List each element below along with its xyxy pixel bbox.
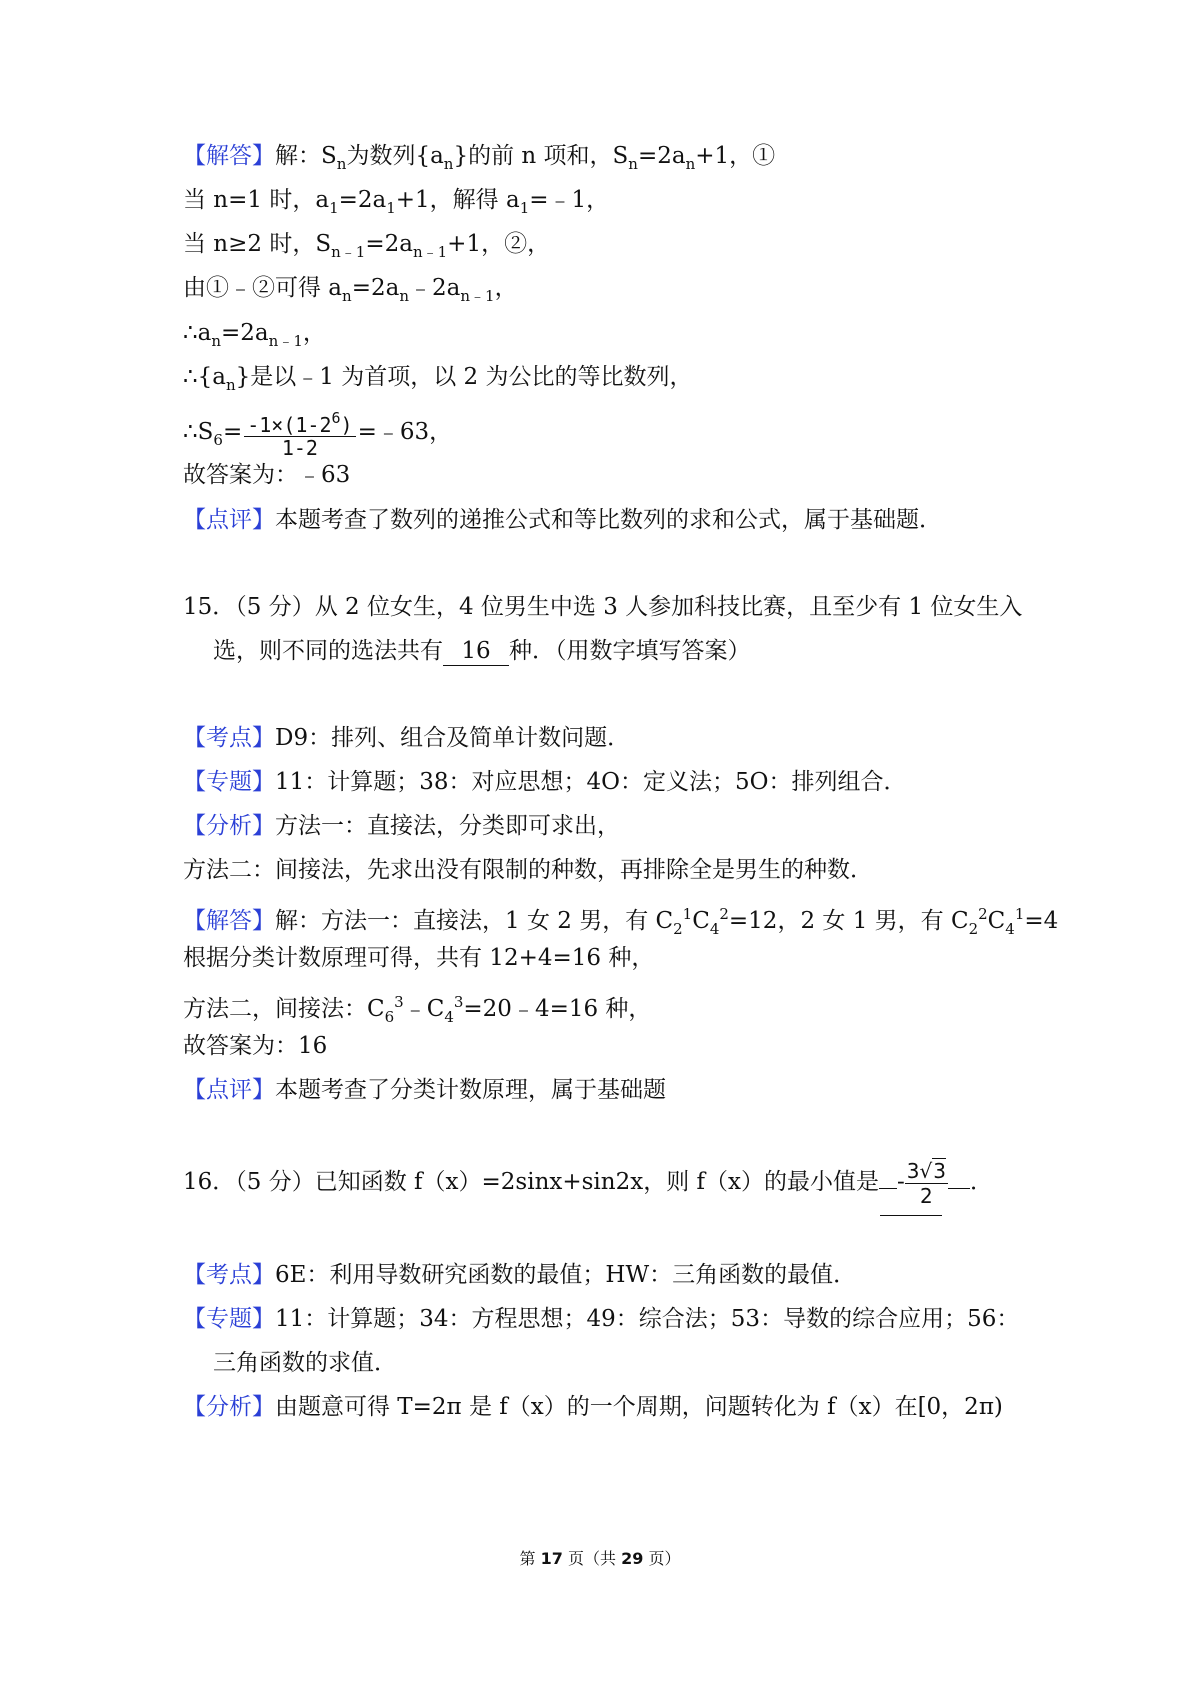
q15-answer-line-2 [183, 943, 654, 973]
text: 11：计算题；38：对应思想；4O：定义法；5O：排列组合． [275, 769, 907, 795]
q14-line-7 [183, 404, 452, 468]
text: ∴S [183, 419, 214, 445]
text: 当 n≥2 时，S [183, 231, 332, 257]
q15-stem-line-2 [213, 636, 751, 666]
text: D9：排列、组合及简单计数问题． [275, 725, 631, 751]
text: =4 [1024, 908, 1059, 934]
point-tag: 【考点】 [183, 725, 275, 751]
superscript: 6 [331, 409, 341, 427]
superscript: 2 [719, 905, 729, 923]
subscript: 1 [329, 199, 339, 217]
text: =﹣1， [529, 187, 610, 213]
superscript: 1 [682, 905, 693, 923]
fraction-denominator: 1-2 [281, 436, 318, 460]
text: -1×(1-2 [247, 413, 332, 437]
text: 11：计算题；34：方程思想；49：综合法；53：导数的综合应用；56： [275, 1306, 1020, 1332]
text: 15．（5 分）从 2 位女生，4 位男生中选 3 人参加科技比赛，且至少有 1 位女生入 [183, 594, 1023, 620]
comment-tag: 【点评】 [183, 507, 275, 533]
text: 三角函数的求值． [213, 1350, 397, 1376]
q15-analysis-line-1 [183, 811, 620, 841]
q16-stem-line [183, 1152, 993, 1212]
subscript: n [399, 287, 409, 305]
q15-topic-line [183, 767, 907, 797]
page-footer [0, 1548, 1200, 1570]
text: 方法一：直接法，分类即可求出， [275, 813, 620, 839]
text: 3 [906, 1158, 920, 1183]
subscript: n [443, 155, 454, 173]
text: 方法二，间接法：C [183, 996, 385, 1022]
text: ． [970, 1169, 993, 1195]
text: 为数列{a [346, 143, 444, 169]
q16-point-line [183, 1260, 856, 1290]
sum-fraction [244, 407, 355, 459]
text: +1，②， [447, 231, 551, 257]
fraction-numerator: 3√3 [906, 1158, 946, 1183]
text: =2a [351, 275, 400, 301]
subscript: 2 [968, 920, 979, 938]
text: = [222, 419, 243, 445]
q14-line-2 [183, 185, 609, 223]
subscript: n [211, 332, 222, 350]
text: =20﹣4=16 种， [463, 996, 652, 1022]
q16-topic-line-2 [213, 1348, 397, 1378]
text: ∴a [183, 320, 212, 346]
q15-point-line [183, 723, 630, 753]
subscript: 4 [1005, 920, 1015, 938]
q14-answer-line [183, 141, 775, 179]
text: 第 [519, 1549, 541, 1568]
text: 选，则不同的选法共有 [213, 638, 443, 664]
text: 由题意可得 T=2π 是 f（x）的一个周期，问题转化为 f（x）在[0，2π) [275, 1394, 1003, 1420]
q14-line-6 [183, 362, 693, 400]
text: ， [494, 275, 518, 301]
page-number: 17 [540, 1549, 563, 1568]
subscript: 4 [444, 1008, 454, 1026]
text: 页） [643, 1549, 681, 1568]
comment-tag: 【点评】 [183, 1077, 275, 1103]
analysis-tag: 【分析】 [183, 1394, 275, 1420]
text: 本题考查了分类计数原理，属于基础题 [275, 1077, 666, 1103]
analysis-tag: 【分析】 [183, 813, 275, 839]
text: =2a [637, 143, 686, 169]
text: 当 n=1 时，a [183, 187, 330, 213]
text: ﹣2a [409, 275, 461, 301]
subscript: n [342, 287, 352, 305]
text: =2a [221, 320, 269, 346]
total-pages: 29 [621, 1549, 644, 1568]
fraction-denominator: 2 [920, 1183, 933, 1208]
text: 由①﹣②可得 a [183, 275, 343, 301]
answer-blank-right [948, 1188, 970, 1189]
answer-blank-left [879, 1188, 897, 1189]
text: }的前 n 项和，S [453, 143, 629, 169]
radicand: 3 [933, 1158, 946, 1183]
point-tag: 【考点】 [183, 1262, 275, 1288]
text: 故答案为：16 [183, 1033, 328, 1059]
answer-blank: 16 [443, 637, 509, 666]
text: =12，2 女 1 男，有 C [728, 908, 969, 934]
text: 方法二：间接法，先求出没有限制的种数，再排除全是男生的种数． [183, 857, 873, 883]
superscript: 1 [1014, 905, 1025, 923]
topic-tag: 【专题】 [183, 769, 275, 795]
answer-fraction [905, 1159, 948, 1208]
text: 根据分类计数原理可得，共有 12+4=16 种， [183, 945, 655, 971]
superscript: 3 [394, 993, 404, 1011]
subscript: n [685, 155, 696, 173]
text: ﹣C [403, 996, 445, 1022]
text: +1，① [695, 143, 776, 169]
text: C [987, 908, 1006, 934]
subscript: 1 [386, 199, 396, 217]
q15-analysis-line-2 [183, 855, 873, 885]
subscript: 6 [213, 431, 223, 449]
text: - [897, 1169, 905, 1195]
text: 本题考查了数列的递推公式和等比数列的求和公式，属于基础题． [275, 507, 942, 533]
text: ∴{a [183, 364, 226, 390]
answer-tag: 【解答】 [183, 908, 275, 934]
subscript: n [225, 376, 236, 394]
subscript: 6 [384, 1008, 395, 1026]
q14-comment-line [183, 505, 942, 535]
text: +1，解得 a [395, 187, 520, 213]
text: =2a [338, 187, 387, 213]
text: 页（共 [562, 1549, 622, 1568]
text: ， [302, 320, 326, 346]
subscript: 2 [673, 920, 683, 938]
q16-analysis-line [183, 1392, 1003, 1422]
subscript: 1 [519, 199, 530, 217]
text: 种．（用数字填写答案） [509, 638, 751, 664]
topic-tag: 【专题】 [183, 1306, 275, 1332]
q15-answer-line-3 [183, 987, 651, 1032]
superscript: 2 [978, 905, 988, 923]
answer-tag: 【解答】 [183, 143, 275, 169]
subscript: n [628, 155, 638, 173]
text: 16．（5 分）已知函数 f（x）=2sinx+sin2x，则 f（x）的最小值是 [183, 1169, 879, 1195]
text: 解：方法一：直接法，1 女 2 男，有 C [275, 908, 674, 934]
subscript: n﹣1 [412, 243, 448, 261]
text: =2a [365, 231, 413, 257]
q15-comment-line [183, 1075, 666, 1105]
text: 解：S [275, 143, 337, 169]
q16-topic-line-1 [183, 1304, 1019, 1334]
q14-line-3 [183, 229, 550, 267]
q15-answer-line-1 [183, 899, 1058, 944]
text: }是以﹣1 为首项，以 2 为公比的等比数列， [235, 364, 693, 390]
q14-line-8 [183, 460, 350, 490]
text: ) [340, 413, 353, 437]
answer-underline [880, 1215, 942, 1216]
q15-stem-line-1 [183, 592, 1022, 622]
subscript: n﹣1 [268, 332, 303, 350]
fraction-numerator [244, 407, 355, 437]
subscript: n﹣1 [331, 243, 366, 261]
text: C [692, 908, 710, 934]
q15-answer-line-4 [183, 1031, 327, 1061]
text: =﹣63， [357, 419, 453, 445]
subscript: 4 [709, 920, 720, 938]
subscript: n [336, 155, 347, 173]
q14-line-5 [183, 318, 326, 356]
text: 6E：利用导数研究函数的最值；HW：三角函数的最值． [275, 1262, 857, 1288]
subscript: n﹣1 [460, 287, 495, 305]
q14-line-4 [183, 273, 518, 311]
superscript: 3 [453, 993, 464, 1011]
text: 故答案为：﹣63 [183, 462, 351, 488]
